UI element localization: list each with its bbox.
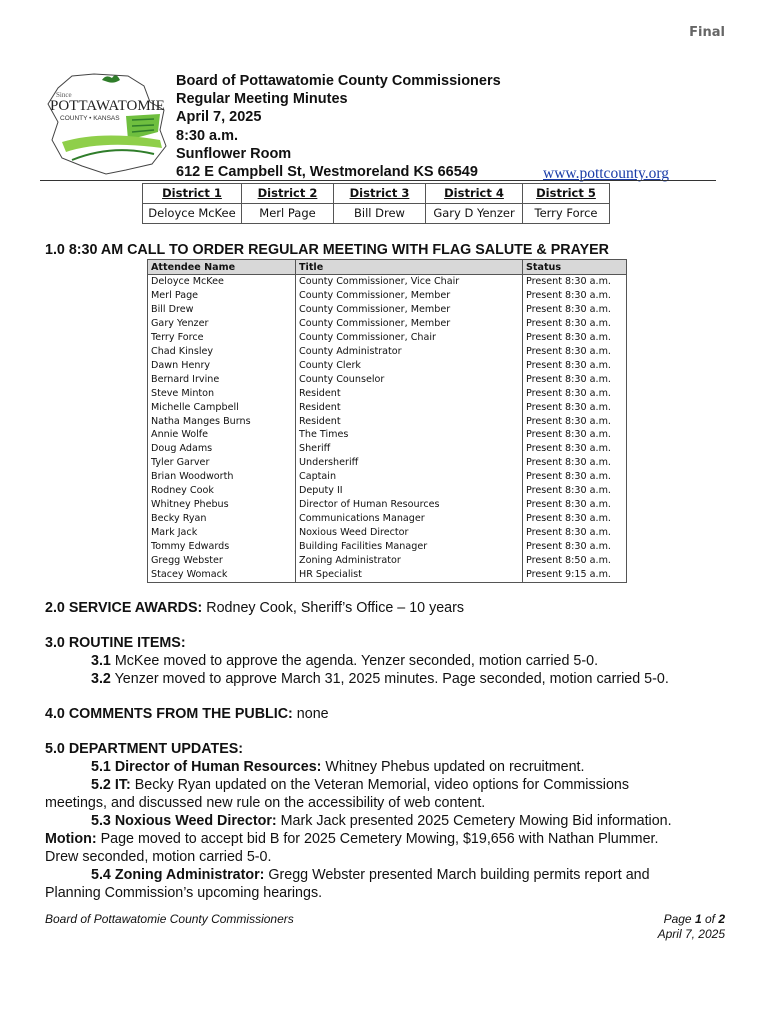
attendee-title: Deputy II xyxy=(296,484,523,498)
attendee-row xyxy=(148,540,627,554)
attendees-body xyxy=(148,275,627,583)
attendee-name: Terry Force xyxy=(148,331,296,345)
attendee-title: Resident xyxy=(296,387,523,401)
attendee-title: County Commissioner, Member xyxy=(296,317,523,331)
attendee-title: Captain xyxy=(296,470,523,484)
attendee-name: Mark Jack xyxy=(148,526,296,540)
minutes-body xyxy=(45,599,725,902)
attendee-title: Communications Manager xyxy=(296,512,523,526)
attendee-row xyxy=(148,442,627,456)
attendee-name: Dawn Henry xyxy=(148,359,296,373)
header-address: 612 E Campbell St, Westmoreland KS 66549 xyxy=(176,164,478,181)
attendee-row xyxy=(148,317,627,331)
attendee-status: Present 8:30 a.m. xyxy=(526,457,611,469)
item-3-2: 3.2 Yenzer moved to approve March 31, 2025 minutes. Page seconded, motion carried 5-0. xyxy=(91,671,669,687)
attendee-row xyxy=(148,554,627,568)
attendee-name: Whitney Phebus xyxy=(148,498,296,512)
header-board: Board of Pottawatomie County Commissioners xyxy=(176,73,501,89)
attendee-name: Annie Wolfe xyxy=(148,428,296,442)
attendee-title: County Counselor xyxy=(296,373,523,387)
attendee-row xyxy=(148,484,627,498)
attendee-title: County Commissioner, Vice Chair xyxy=(296,275,523,289)
attendee-name: Brian Woodworth xyxy=(148,470,296,484)
attendee-status: Present 8:30 a.m. xyxy=(526,303,611,315)
attendee-row xyxy=(148,415,627,429)
motion-cont: Drew seconded, motion carried 5-0. xyxy=(45,849,272,865)
attendee-title: Building Facilities Manager xyxy=(296,540,523,554)
attendee-title: County Administrator xyxy=(296,345,523,359)
district-3-label: District 3 xyxy=(334,184,426,204)
attendee-row xyxy=(148,498,627,512)
attendee-status: Present 8:30 a.m. xyxy=(526,429,611,441)
attendee-row xyxy=(148,526,627,540)
district-4-name: Gary D Yenzer xyxy=(426,204,523,224)
attendee-status: Present 8:30 a.m. xyxy=(526,387,611,399)
item-5-4-cont: Planning Commission’s upcoming hearings. xyxy=(45,885,323,901)
attendee-name: Steve Minton xyxy=(148,387,296,401)
attendee-status: Present 8:30 a.m. xyxy=(526,527,611,539)
attendee-status: Present 8:30 a.m. xyxy=(526,415,611,427)
attendee-name: Deloyce McKee xyxy=(148,275,296,289)
attendee-status: Present 8:30 a.m. xyxy=(526,345,611,357)
attendee-title: Zoning Administrator xyxy=(296,554,523,568)
attendee-status: Present 8:30 a.m. xyxy=(526,373,611,385)
item-5-3: 5.3 Noxious Weed Director: Mark Jack presented 2025 Cemetery Mowing Bid information. xyxy=(91,813,672,829)
attendee-status: Present 8:50 a.m. xyxy=(526,555,611,567)
attendee-name: Merl Page xyxy=(148,289,296,303)
attendee-status: Present 8:30 a.m. xyxy=(526,317,611,329)
attendee-title: County Commissioner, Member xyxy=(296,303,523,317)
attendee-title: County Commissioner, Member xyxy=(296,289,523,303)
section-2-text: Rodney Cook, Sheriff’s Office – 10 years xyxy=(202,600,465,616)
final-stamp: Final xyxy=(689,25,725,40)
item-5-2: 5.2 IT: Becky Ryan updated on the Veteran Memorial, video options for Commissions xyxy=(91,777,629,793)
attendee-name: Stacey Womack xyxy=(148,568,296,582)
header-rule xyxy=(40,180,716,181)
attendee-name: Tommy Edwards xyxy=(148,540,296,554)
attendee-name: Gary Yenzer xyxy=(148,317,296,331)
districts-table xyxy=(142,183,610,224)
attendee-row xyxy=(148,359,627,373)
attendee-status: Present 8:30 a.m. xyxy=(526,331,611,343)
attendee-title: Undersheriff xyxy=(296,456,523,470)
district-5-label: District 5 xyxy=(523,184,610,204)
district-2-label: District 2 xyxy=(242,184,334,204)
footer-board: Board of Pottawatomie County Commissioners xyxy=(45,912,294,926)
section-2 xyxy=(45,599,725,617)
logo-name-text: POTTAWATOMIE xyxy=(50,98,165,114)
district-3-name: Bill Drew xyxy=(334,204,426,224)
footer-pager: Page 1 of 2 April 7, 2025 xyxy=(657,912,725,941)
meeting-header xyxy=(176,72,501,181)
attendee-status: Present 8:30 a.m. xyxy=(526,513,611,525)
attendee-status: Present 8:30 a.m. xyxy=(526,401,611,413)
footer-date: April 7, 2025 xyxy=(657,927,725,941)
attendee-title-header: Title xyxy=(296,260,523,275)
attendee-status-header: Status xyxy=(523,260,627,275)
attendees-table xyxy=(147,259,627,583)
district-1-name: Deloyce McKee xyxy=(143,204,242,224)
item-5-2-cont: meetings, and discussed new rule on the accessibility of web content. xyxy=(45,795,486,811)
attendee-status: Present 8:30 a.m. xyxy=(526,289,611,301)
district-2-name: Merl Page xyxy=(242,204,334,224)
district-1-label: District 1 xyxy=(143,184,242,204)
attendee-title: Resident xyxy=(296,401,523,415)
attendee-name: Tyler Garver xyxy=(148,456,296,470)
attendee-row xyxy=(148,568,627,582)
attendee-name: Rodney Cook xyxy=(148,484,296,498)
item-3-1: 3.1 McKee moved to approve the agenda. Yenzer seconded, motion carried 5-0. xyxy=(91,653,599,669)
district-5-name: Terry Force xyxy=(523,204,610,224)
attendee-name-header: Attendee Name xyxy=(148,260,296,275)
attendee-status: Present 8:30 a.m. xyxy=(526,541,611,553)
attendee-title: Noxious Weed Director xyxy=(296,526,523,540)
attendee-row xyxy=(148,345,627,359)
attendee-name: Michelle Campbell xyxy=(148,401,296,415)
motion: Motion: Page moved to accept bid B for 2025 Cemetery Mowing, $19,656 with Nathan Plummer. xyxy=(45,831,659,847)
attendee-status: Present 8:30 a.m. xyxy=(526,276,611,287)
attendee-name: Bernard Irvine xyxy=(148,373,296,387)
attendee-row xyxy=(148,303,627,317)
attendee-title: County Commissioner, Chair xyxy=(296,331,523,345)
attendee-name: Bill Drew xyxy=(148,303,296,317)
attendee-row xyxy=(148,387,627,401)
attendee-title: The Times xyxy=(296,428,523,442)
attendee-name: Natha Manges Burns xyxy=(148,415,296,429)
page-number: 1 xyxy=(694,912,702,926)
attendee-row xyxy=(148,289,627,303)
attendee-title: Director of Human Resources xyxy=(296,498,523,512)
attendee-row xyxy=(148,275,627,289)
attendee-row xyxy=(148,373,627,387)
attendee-status: Present 8:30 a.m. xyxy=(526,499,611,511)
attendee-name: Chad Kinsley xyxy=(148,345,296,359)
attendee-row xyxy=(148,456,627,470)
attendee-title: Sheriff xyxy=(296,442,523,456)
attendee-status: Present 8:30 a.m. xyxy=(526,443,611,455)
section-4: 4.0 COMMENTS FROM THE PUBLIC: none xyxy=(45,706,329,722)
attendee-row xyxy=(148,331,627,345)
item-5-4: 5.4 Zoning Administrator: Gregg Webster presented March building permits report and xyxy=(91,867,650,883)
section-2-label: 2.0 SERVICE AWARDS: xyxy=(45,600,203,616)
attendee-status: Present 8:30 a.m. xyxy=(526,485,611,497)
attendee-status: Present 8:30 a.m. xyxy=(526,359,611,371)
district-4-label: District 4 xyxy=(426,184,523,204)
item-5-1: 5.1 Director of Human Resources: Whitney Phebus updated on recruitment. xyxy=(91,759,585,775)
county-logo xyxy=(42,70,170,180)
attendee-row xyxy=(148,428,627,442)
attendee-title: County Clerk xyxy=(296,359,523,373)
header-time: 8:30 a.m. xyxy=(176,127,239,144)
header-room: Sunflower Room xyxy=(176,145,292,162)
attendee-name: Becky Ryan xyxy=(148,512,296,526)
logo-since-text: Since xyxy=(56,91,72,99)
attendee-name: Doug Adams xyxy=(148,442,296,456)
attendee-title: HR Specialist xyxy=(296,568,523,582)
section-1-heading: 1.0 8:30 AM CALL TO ORDER REGULAR MEETING WITH FLAG SALUTE & PRAYER xyxy=(45,242,609,258)
attendee-status: Present 8:30 a.m. xyxy=(526,471,611,483)
attendee-name: Gregg Webster xyxy=(148,554,296,568)
header-date: April 7, 2025 xyxy=(176,109,262,126)
attendee-row xyxy=(148,470,627,484)
attendee-row xyxy=(148,512,627,526)
attendee-status: Present 9:15 a.m. xyxy=(526,569,611,581)
section-5-label: 5.0 DEPARTMENT UPDATES: xyxy=(45,741,244,757)
page-total: 2 xyxy=(718,912,725,926)
header-meeting-type: Regular Meeting Minutes xyxy=(176,91,348,108)
website-link[interactable]: www.pottcounty.org xyxy=(543,165,669,182)
attendee-title: Resident xyxy=(296,415,523,429)
attendee-row xyxy=(148,401,627,415)
logo-sub-text: COUNTY • KANSAS xyxy=(60,115,120,122)
section-3-label: 3.0 ROUTINE ITEMS: xyxy=(45,635,186,651)
